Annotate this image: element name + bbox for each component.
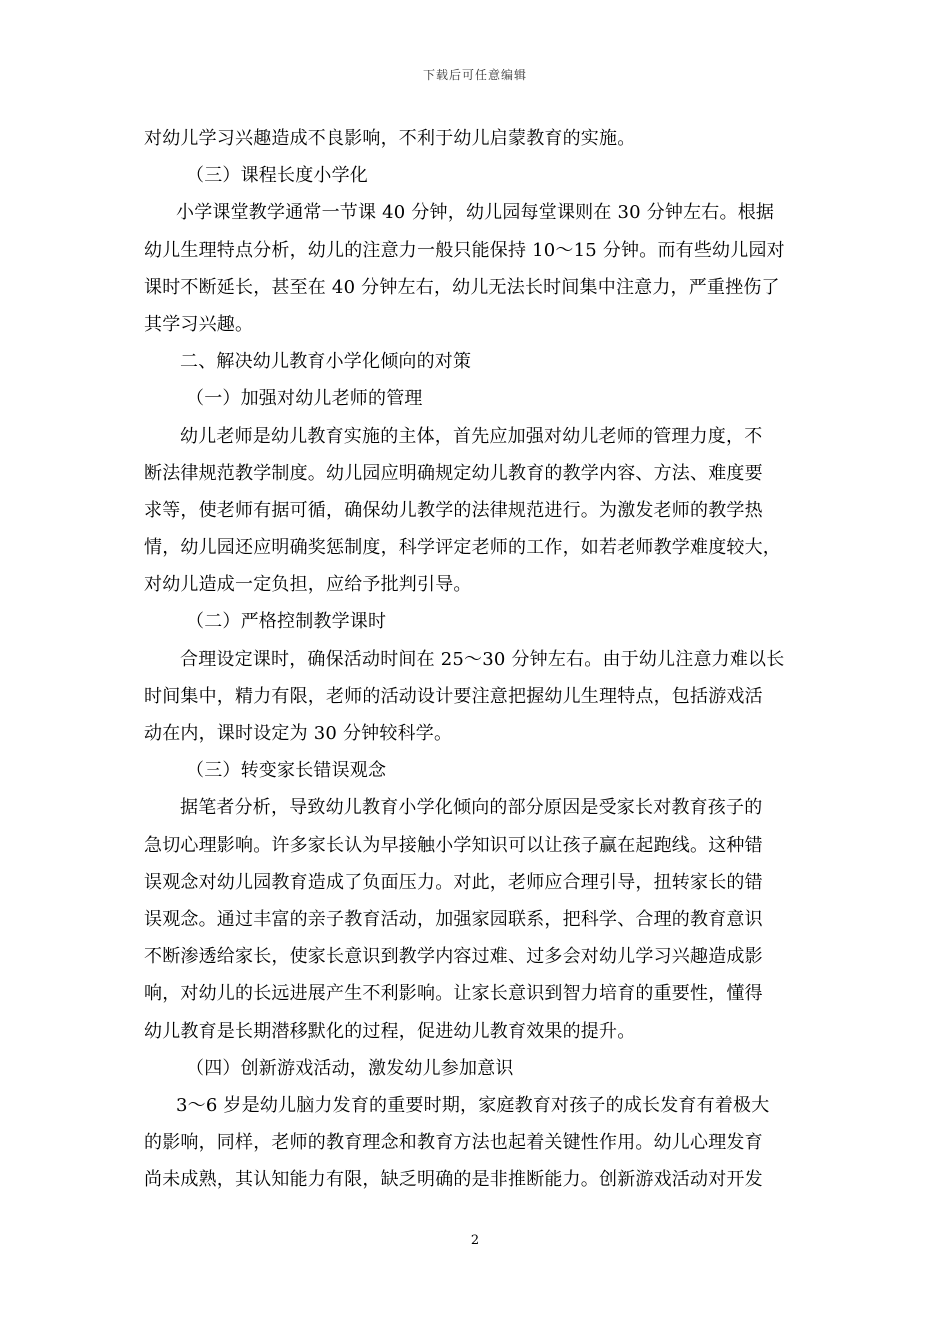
text-line: 误观念。通过丰富的亲子教育活动，加强家园联系，把科学、合理的教育意识 [144, 908, 763, 930]
text-line: 断法律规范教学制度。幼儿园应明确规定幼儿教育的教学内容、方法、难度要 [144, 462, 763, 484]
text-line: 动在内，课时设定为 30 分钟较科学。 [144, 723, 453, 744]
text-line: 时间集中，精力有限，老师的活动设计要注意把握幼儿生理特点，包括游戏活 [144, 685, 763, 707]
text-line: 幼儿老师是幼儿教育实施的主体，首先应加强对幼儿老师的管理力度，不 [180, 425, 763, 447]
text-line: 对幼儿学习兴趣造成不良影响，不利于幼儿启蒙教育的实施。 [144, 128, 636, 149]
text-line: 响，对幼儿的长远进展产生不利影响。让家长意识到智力培育的重要性，懂得 [144, 983, 763, 1005]
text-line: 其学习兴趣。 [144, 313, 254, 335]
text-line: （二）严格控制教学课时 [186, 611, 387, 633]
document-body [144, 120, 808, 1198]
page-number: 2 [470, 1233, 480, 1248]
text-line: （三）转变家长错误观念 [186, 760, 387, 782]
text-line: 小学课堂教学通常一节课 40 分钟，幼儿园每堂课则在 30 分钟左右。根据 [176, 202, 775, 224]
text-line: （一）加强对幼儿老师的管理 [186, 388, 423, 410]
text-line: 不断渗透给家长，使家长意识到教学内容过难、过多会对幼儿学习兴趣造成影 [144, 946, 763, 968]
text-line: 的影响，同样，老师的教育理念和教育方法也起着关键性作用。幼儿心理发育 [144, 1132, 763, 1154]
page-header: 下载后可任意编辑 [422, 68, 527, 82]
text-line: 3～6 岁是幼儿脑力发育的重要时期，家庭教育对孩子的成长发育有着极大 [176, 1094, 770, 1116]
text-line: 课时不断延长，甚至在 40 分钟左右，幼儿无法长时间集中注意力，严重挫伤了 [144, 276, 780, 298]
text-line: 尚未成熟，其认知能力有限，缺乏明确的是非推断能力。创新游戏活动对开发 [144, 1169, 763, 1191]
text-line: 幼儿教育是长期潜移默化的过程，促进幼儿教育效果的提升。 [144, 1020, 636, 1042]
text-line: 对幼儿造成一定负担，应给予批判引导。 [144, 574, 472, 596]
text-line: （三）课程长度小学化 [186, 165, 368, 187]
text-line: 幼儿生理特点分析，幼儿的注意力一般只能保持 10～15 分钟。而有些幼儿园对 [144, 239, 785, 261]
text-line: 急切心理影响。许多家长认为早接触小学知识可以让孩子赢在起跑线。这种错 [144, 834, 763, 856]
text-line: 据笔者分析，导致幼儿教育小学化倾向的部分原因是受家长对教育孩子的 [180, 797, 763, 819]
text-line: 合理设定课时，确保活动时间在 25～30 分钟左右。由于幼儿注意力难以长 [180, 648, 785, 670]
text-line: 求等，使老师有据可循，确保幼儿教学的法律规范进行。为激发老师的教学热 [144, 499, 763, 521]
text-line: 情，幼儿园还应明确奖惩制度，科学评定老师的工作，如若老师教学难度较大， [144, 537, 781, 559]
text-line: （四）创新游戏活动，激发幼儿参加意识 [186, 1057, 514, 1079]
text-line: 误观念对幼儿园教育造成了负面压力。对此，老师应合理引导，扭转家长的错 [144, 871, 763, 893]
text-line: 二、解决幼儿教育小学化倾向的对策 [180, 351, 472, 373]
